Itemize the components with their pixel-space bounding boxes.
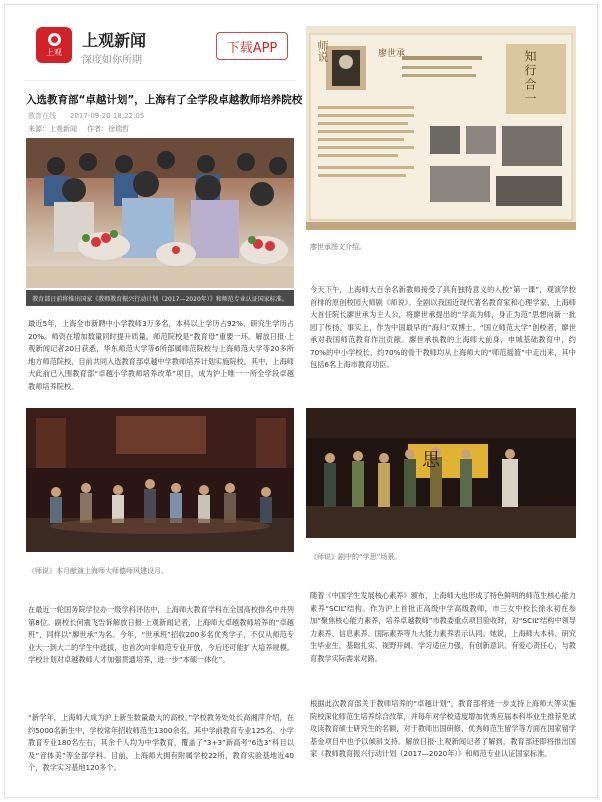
paragraph-2: 今天下午，上海师大百余名新教师接受了具有独特意义的入校“第一课”，观演学校首排的原创校园大师剧《师说》。全剧以我国近现代著名教育家和心理学家、上海师大首任院长廖世承为主人公，将廖世承提出的“学高为师，身正为范”思想向新一批园丁传扬。事实上，作为中国最早的“海归”双博士、“国立师范大学”创校者，廖世承对我国师范教育作出贡献。廖世承执教的上海师大前身，申城基础教育中，约70%的中小学校长、约70%的骨干教师均从上海师大的“师范摇篮”中走出来，其中包括6名上海市教育功臣。 [310, 285, 576, 369]
logo-ring-icon [48, 33, 61, 46]
article-source [28, 124, 139, 134]
museum-person-name: 廖世承 [378, 49, 406, 59]
ceremony-photo [26, 138, 294, 288]
museum-caption: 廖世承图文介绍。 [310, 243, 366, 251]
paragraph-6: 根据此次教育部关于教师培养的“卓越计划”，教育部将进一步支持上海师大等实施院校深化师范生培养综合改革，并每年对学校适度增加优秀应届本科毕业生推荐免试攻读教育硕士研究生的名额，对于教师出国研修、优秀师范生留学等方面在国家留学基金项目中也予以倾斜支持。解放日报·上观新闻记者了解到，教育部还即将推出国家《教师教育振兴行动计划（2017—2020年）》和师范专业认证国家标准。 [310, 699, 576, 758]
author-label: 作者：徐瑞哲 [87, 125, 129, 133]
logo-text: 上观 [46, 48, 62, 57]
stage-photo-1 [26, 408, 294, 552]
paragraph-3: 在最近一轮国务院学位办一级学科评估中，上海师大教育学科在全国高校排名中并列第8位。副校长何震飞告诉解放日报·上观新闻记者，上海师大卓越教师培养的“卓越班”，同样以“廖世承”为名。今年，“世承班”招收200多名优秀学子，不仅从师范专业大一到大二的学生中选拔，也首次向非师范专业开放，今后还可能扩大培养规模。学校计划对卓越教师人才加强贯通培养，进一步“本硕一体化”。 [28, 605, 294, 664]
app-logo[interactable] [36, 27, 72, 63]
header-divider [24, 80, 296, 81]
stage-illustration-1 [26, 408, 294, 552]
article-datetime: 2017-09-20 18:22:05 [70, 112, 145, 120]
ceremony-caption: 教育部日前将推出国家《教师教育振兴行动计划（2017—2020年）》和师范专业认证国家标准。 [26, 290, 294, 306]
stage-illustration-2 [306, 408, 576, 538]
source-label: 来源：上观新闻 [28, 125, 77, 133]
museum-sign-shishuo: 师说 [316, 40, 329, 62]
paragraph-4: 随着《中国学生发展核心素养》颁布，上海师大也形成了特色鲜明的师范生核心能力素养“SCIL”结构。作为沪上首批正高级中学高级教师，市三女中校长徐永初在参加“聚焦核心能力素养，培养卓越教师”市教委重点项目验收时，对“SCIL”结构中领导力素养、信息素养、国际素养等九大能力素养表示认同。她说，上海师大本科、研究生毕业生，基础扎实、视野开阔、学习适应力强，有创新意识、有爱心责任心，与教育教学实际需求对路。 [310, 591, 576, 663]
article-meta [28, 111, 158, 121]
download-app-button[interactable]: 下载APP [216, 32, 288, 60]
paragraph-1: 最近5年，上海全市新聘中小学教师3万多名，本科以上学历占92%、研究生学历占20%。师资在增加数量同时提升质量，师范院校是“教育母”重要一环。解放日报·上观新闻记者20日获悉，华东师范大学等6所部属师范院校与上海师范大学等20多所地方师范院校，目前共同入选教育部卓越中学教师培养计划实施院校。其中，上海师大此前已入围教育部“卓越小学教师培养改革”项目，成为沪上唯一一所全学段卓越教师培养院校。 [28, 319, 294, 391]
paragraph-5: “新学年，上海师大成为沪上新生数量最大的高校。”学校教务处处长高湘萍介绍，在约5000名新生中，学校常年招收师范生1300余名，其中学前教育专业125名、小学教育专业180名左右，其余千人均为中学教育，覆盖了“3+3”新高考“6选3”科目以及“音体美”等全部学科。目前，上海师大拥有附属学校22所，教育实验基地近40个，教学实习基地120多个。 [28, 713, 294, 772]
article-channel[interactable]: 教育在线 [28, 112, 56, 120]
stage2-caption: 《师说》剧中的“学思”场景。 [310, 553, 402, 561]
museum-sign-zhixing: 知行合一 [523, 50, 537, 106]
app-slogan: 深度如你所期 [82, 55, 142, 66]
app-name: 上观新闻 [82, 31, 147, 50]
ceremony-illustration [26, 138, 294, 288]
stage-sign-si: 思 [422, 450, 440, 471]
article-title: 入选教育部“卓越计划”，上海有了全学段卓越教师培养院校 [26, 94, 303, 106]
museum-photo [306, 26, 576, 230]
stage1-caption: 《师说》本月献演上海师大师德师风建设月。 [28, 567, 168, 575]
stage-photo-2 [306, 408, 576, 538]
